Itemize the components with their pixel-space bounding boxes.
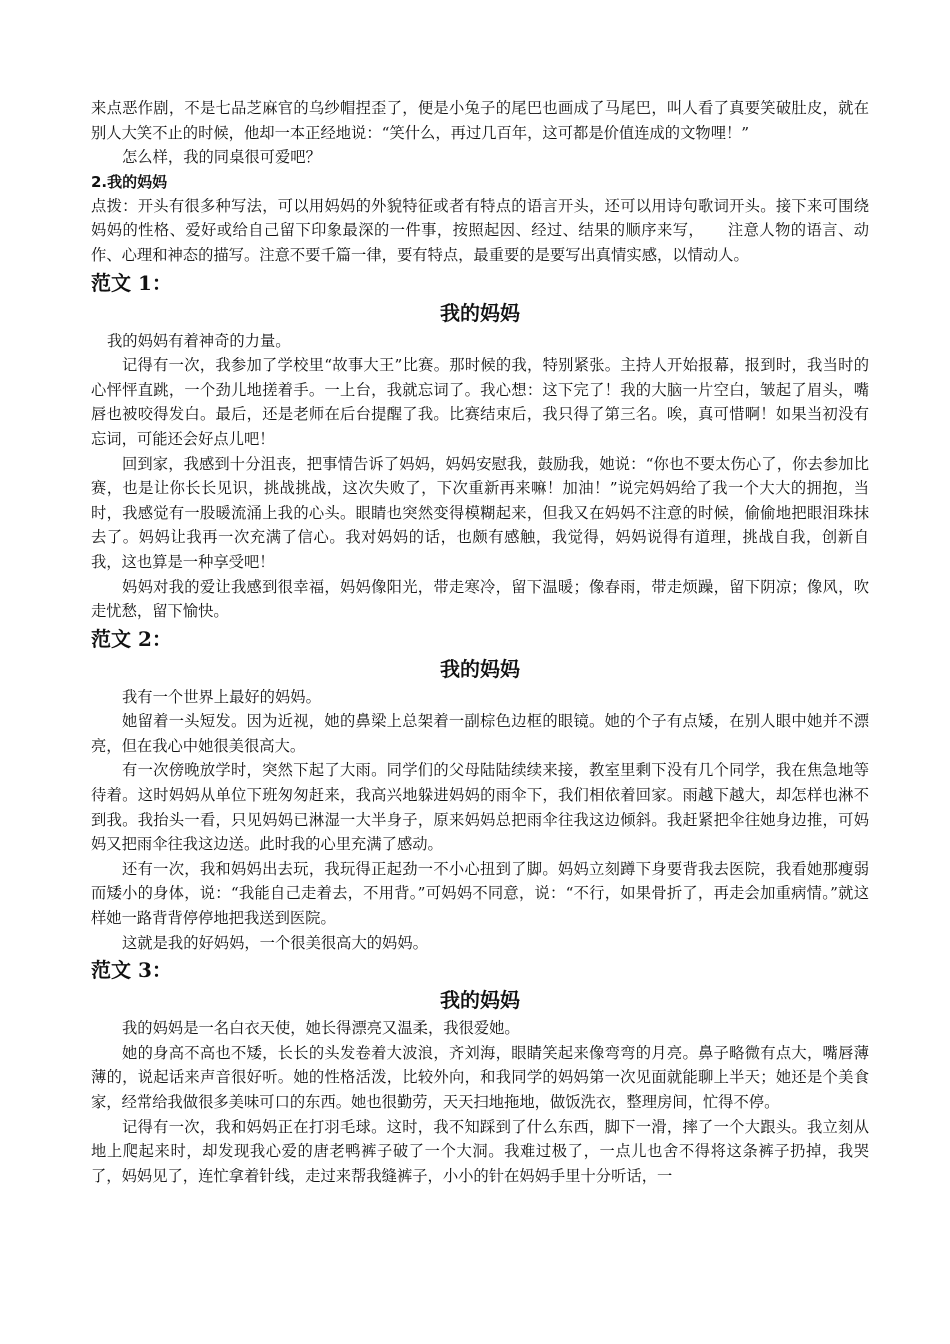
essay-paragraph: 回到家，我感到十分沮丧，把事情告诉了妈妈，妈妈安慰我，鼓励我，她说：“你也不要太伤心了，你去参加比赛，也是让你长长见识，挑战挑战，这次失败了，下次重新再来嘛！加油！”说完妈妈给了我一个大大的拥抱，当时，我感觉有一股暖流涌上我的心头。眼睛也突然变得模糊起来，但我又在妈妈不注意的时候，偷偷地把眼泪珠抹去了。妈妈让我再一次充满了信心。我对妈妈的话，也颇有感触，我觉得，妈妈说得有道理，挑战自我，创新自我，这也算是一种享受吧！ [91,454,869,571]
sample-label: 范文 2： [91,626,172,651]
essay-paragraph: 有一次傍晚放学时，突然下起了大雨。同学们的父母陆陆续续来接，教室里剩下没有几个同学，我在焦急地等待着。这时妈妈从单位下班匆匆赶来，我高兴地躲进妈妈的雨伞下，我们相依着回家。雨越下越大，却怎样也淋不到我。我抬头一看，只见妈妈已淋湿一大半身子，原来妈妈总把雨伞往我这边倾斜。我赶紧把伞往她身边推，可妈妈又把雨伞往我这边送。此时我的心里充满了感动。 [91,761,869,854]
essay-paragraph: 我的妈妈有着神奇的力量。 [107,331,291,350]
sample-label: 范文 1： [91,270,172,295]
essay-paragraph: 这就是我的好妈妈，一个很美很高大的妈妈。 [122,933,428,952]
essay-paragraph: 还有一次，我和妈妈出去玩，我玩得正起劲一不小心扭到了脚。妈妈立刻蹲下身要背我去医院，我看她那瘦弱而矮小的身体，说：“我能自己走着去，不用背。”可妈妈不同意，说：“不行，如果骨折了，再走会加重病情。”就这样她一路背背停停地把我送到医院。 [91,859,869,928]
essay-paragraph: 我有一个世界上最好的妈妈。 [122,687,321,706]
sample-label: 范文 3： [91,958,172,983]
essay-paragraph: 记得有一次，我参加了学校里“故事大王”比赛。那时候的我，特别紧张。主持人开始报幕，报到时，我当时的心怦怦直跳，一个劲儿地搓着手。一上台，我就忘词了。我心想：这下完了！我的大脑一片空白，皱起了眉头，嘴唇也被咬得发白。最后，还是老师在后台提醒了我。比赛结束后，我只得了第三名。唉，真可惜啊！如果当初没有忘词，可能还会好点儿吧！ [91,356,869,448]
essay-paragraph: 记得有一次，我和妈妈正在打羽毛球。这时，我不知踩到了什么东西，脚下一滑，摔了一个大跟头。我立刻从地上爬起来时，却发现我心爱的唐老鸭裤子破了一个大洞。我难过极了，一点儿也舍不得将这条裤子扔掉，我哭了，妈妈见了，连忙拿着针线，走过来帮我缝裤子，小小的针在妈妈手里十分听话，一 [91,1117,869,1185]
essay-paragraph: 妈妈对我的爱让我感到很幸福，妈妈像阳光，带走寒冷，留下温暖；像春雨，带走烦躁，留下阴凉；像风，吹走忧愁，留下愉快。 [91,577,869,621]
essay-paragraph: 我的妈妈是一名白衣天使，她长得漂亮又温柔，我很爱她。 [122,1019,520,1038]
essay-title: 我的妈妈 [440,988,520,1013]
essay-title: 我的妈妈 [440,656,520,681]
document-page [91,96,869,1188]
guidance-paragraph: 点拨：开头有很多种写法，可以用妈妈的外貌特征或者有特点的语言开头，还可以用诗句歌词开头。接下来可围绕妈妈的性格、爱好或给自己留下印象最深的一件事，按照起因、经过、结果的顺序来写， 注意人物的语言、动作、心理和神态的描写。注意不要千篇一律，要有特点，最重要的是要写出真情实感，以情动人。 [91,196,869,264]
essay-paragraph: 她的身高不高也不矮，长长的头发卷着大波浪，齐刘海，眼睛笑起来像弯弯的月亮。鼻子略微有点大，嘴唇薄薄的，说起话来声音很好听。她的性格活泼，比较外向，和我同学的妈妈第一次见面就能聊上半天；她还是个美食家，经常给我做很多美味可口的东西。她也很勤劳，天天扫地拖地，做饭洗衣，整理房间，忙得不停。 [91,1043,869,1111]
intro-paragraph: 怎么样，我的同桌很可爱吧？ [122,148,321,167]
essay-title: 我的妈妈 [440,300,520,325]
intro-paragraph: 来点恶作剧，不是七品芝麻官的乌纱帽捏歪了，便是小兔子的尾巴也画成了马尾巴，叫人看了真要笑破肚皮，就在别人大笑不止的时候，他却一本正经地说：“笑什么，再过几百年，这可都是价值连成的文物哩！” [91,99,869,142]
section-heading: 2.我的妈妈 [91,172,168,191]
essay-paragraph: 她留着一头短发。因为近视，她的鼻梁上总架着一副棕色边框的眼镜。她的个子有点矮，在别人眼中她并不漂亮，但在我心中她很美很高大。 [91,712,869,755]
